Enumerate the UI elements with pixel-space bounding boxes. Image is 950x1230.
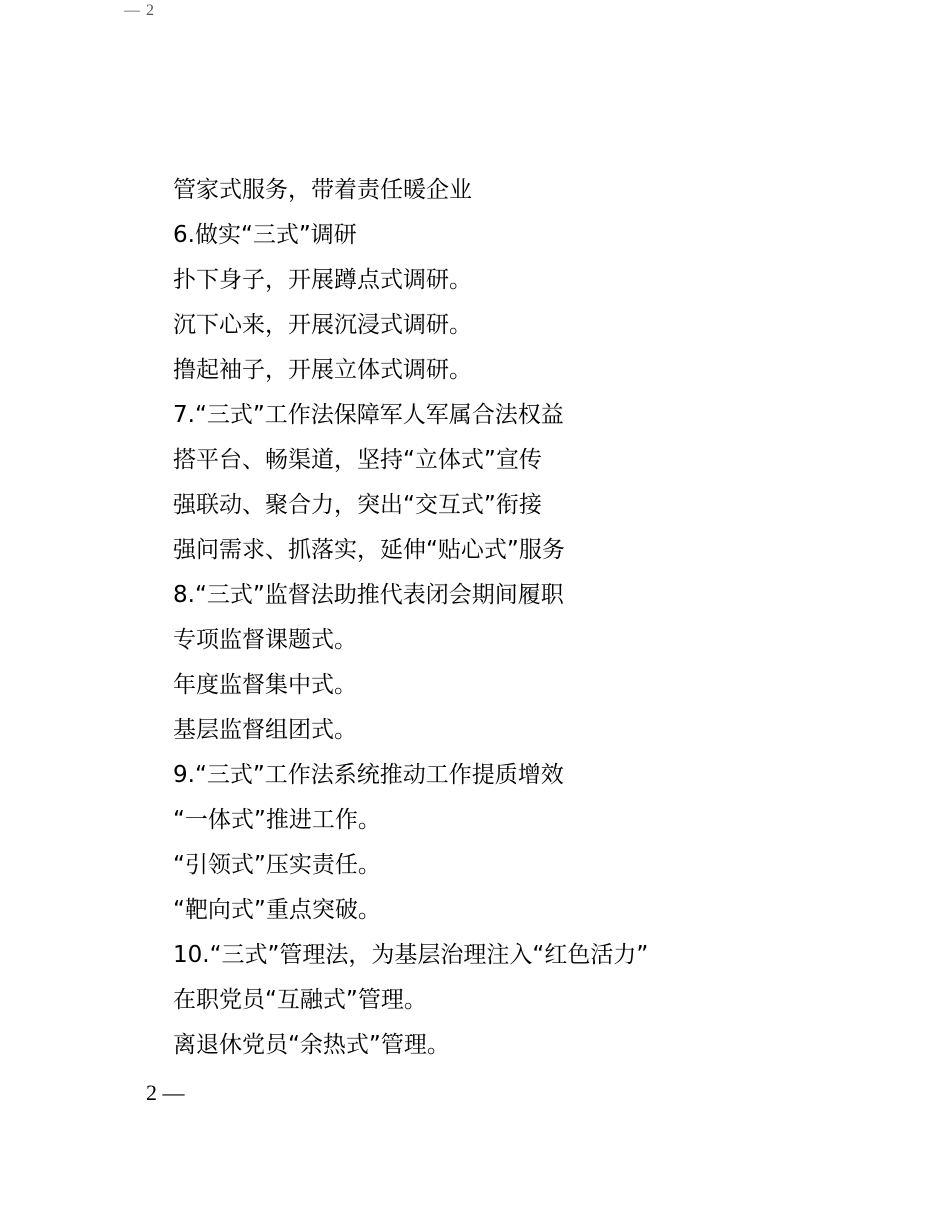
text-line: “引领式”压实责任。 [173, 852, 381, 878]
document-body [173, 172, 833, 1072]
text-line: 搭平台、畅渠道，坚持“立体式”宣传 [173, 447, 542, 473]
text-line: 管家式服务，带着责任暖企业 [173, 177, 472, 203]
section-heading: 10.“三式”管理法，为基层治理注入“红色活力” [173, 942, 649, 968]
text-line: 扑下身子，开展蹲点式调研。 [173, 267, 472, 293]
footer-page-number: 2 — [146, 1080, 185, 1105]
section-heading: 7.“三式”工作法保障军人军属合法权益 [173, 402, 564, 428]
text-line: 专项监督课题式。 [173, 627, 357, 653]
section-heading: 8.“三式”监督法助推代表闭会期间履职 [173, 582, 564, 608]
text-line: 强联动、聚合力，突出“交互式”衔接 [173, 492, 542, 518]
header-page-number: — 2 [124, 2, 155, 19]
text-line: 年度监督集中式。 [173, 672, 357, 698]
text-line: “一体式”推进工作。 [173, 807, 381, 833]
text-line: 沉下心来，开展沉浸式调研。 [173, 312, 472, 338]
section-heading: 6.做实“三式”调研 [173, 222, 357, 248]
text-line: 基层监督组团式。 [173, 717, 357, 743]
text-line: “靶向式”重点突破。 [173, 897, 381, 923]
text-line: 离退休党员“余热式”管理。 [173, 1032, 450, 1058]
text-line: 强问需求、抓落实，延伸“贴心式”服务 [173, 537, 565, 563]
section-heading: 9.“三式”工作法系统推动工作提质增效 [173, 762, 564, 788]
text-line: 在职党员“互融式”管理。 [173, 987, 427, 1013]
text-line: 撸起袖子，开展立体式调研。 [173, 357, 472, 383]
